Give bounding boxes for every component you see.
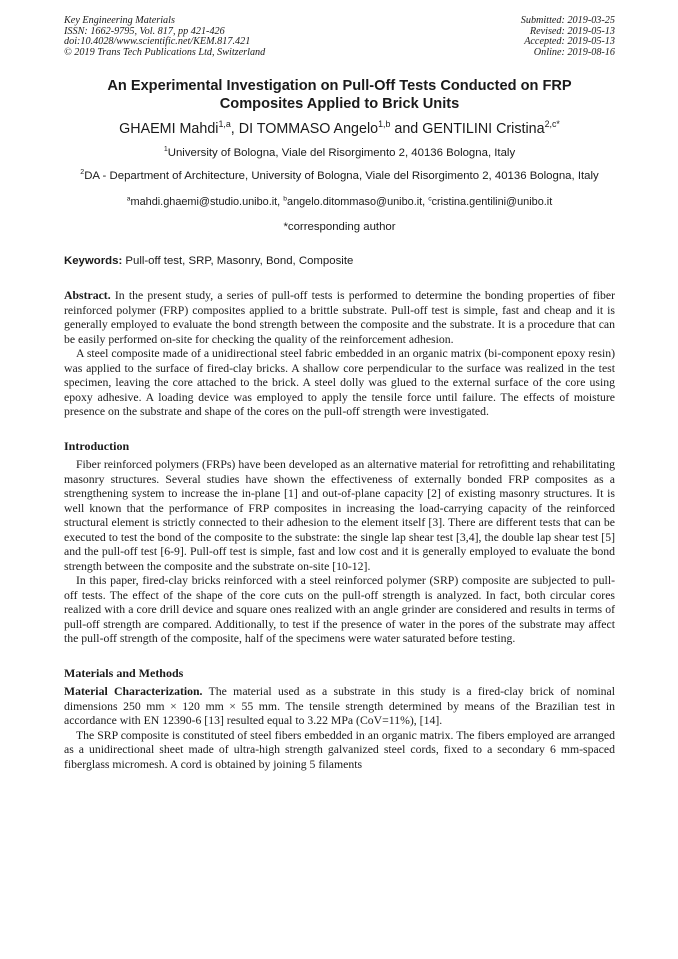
email-c[interactable]: cristina.gentilini@unibo.it — [431, 196, 553, 208]
journal-info — [64, 16, 265, 58]
email-b-sup: b — [283, 195, 288, 203]
author-2: DI TOMMASO Angelo — [238, 121, 379, 137]
email-a-sup: a — [126, 195, 131, 203]
author-1-sup: 1,a — [218, 119, 231, 130]
materials-paragraph-1 — [64, 685, 615, 729]
introduction-heading: Introduction — [64, 438, 130, 453]
materials-methods-heading: Materials and Methods — [64, 665, 184, 680]
affiliation-2-text: DA - Department of Architecture, University of Bologna, Viale del Risorgimento 2, 40136 Bologna, Italy — [84, 169, 599, 182]
journal-issn: ISSN: 1662-9795, Vol. 817, pp 421-426 — [64, 25, 225, 37]
keywords-text: Pull-off test, SRP, Masonry, Bond, Composite — [122, 255, 354, 267]
abstract-section — [64, 289, 615, 420]
materials-text-1: The material used as a substrate in this study is a fired-clay brick of nominal dimensions 250 mm × 120 mm × 55 mm. The tensile strength determined by means of the Brazilian test in accordance with EN 12390-6 [13] resulted equal to 3.22 MPa (CoV=11%), [14]. — [64, 685, 615, 727]
title-line-1: An Experimental Investigation on Pull-Off Tests Conducted on FRP — [107, 78, 572, 94]
journal-name: Key Engineering Materials — [64, 15, 175, 26]
journal-header — [64, 16, 615, 58]
author-3-sup: 2,c* — [544, 119, 560, 130]
paper-page — [64, 16, 615, 772]
author-2-sup: 1,b — [378, 119, 391, 130]
abstract-text-1: In the present study, a series of pull-off tests is performed to determine the bonding properties of fiber reinforced polymer (FRP) composites applied to a brittle substrate. Pull-off test is simple, fast and cheap and it is generally employed to evaluate the bond strength between the composite and the substrate. It is a procedure that can be easily performed on-site for checking the quality of the reinforcement adhesion. — [64, 289, 615, 346]
affiliation-1 — [64, 146, 615, 161]
corresponding-author-note: *corresponding author — [283, 220, 396, 233]
date-revised: Revised: 2019-05-13 — [529, 25, 615, 37]
journal-doi: doi:10.4028/www.scientific.net/KEM.817.421 — [64, 36, 251, 47]
affiliation-1-text: University of Bologna, Viale del Risorgimento 2, 40136 Bologna, Italy — [167, 147, 516, 159]
date-submitted: Submitted: 2019-03-25 — [520, 15, 615, 26]
email-a[interactable]: mahdi.ghaemi@studio.unibo.it, — [130, 196, 284, 208]
author-sep-2: and — [390, 121, 423, 137]
submission-dates — [521, 16, 615, 58]
affiliation-1-sup: 1 — [163, 146, 168, 154]
author-3: GENTILINI Cristina — [422, 121, 545, 137]
title-line-2: Composites Applied to Brick Units — [219, 96, 460, 112]
email-c-sup: c — [428, 195, 432, 203]
affiliation-2-sup: 2 — [80, 168, 85, 176]
date-accepted: Accepted: 2019-05-13 — [524, 36, 615, 47]
introduction-paragraph-2: In this paper, fired-clay bricks reinforced with a steel reinforced polymer (SRP) composite are subjected to pull-off tests. The effect of the shape of the core cuts on the pull-off strength is analyzed. In fact, both circular cores realized with a core drill device and square ones realized with an angle grinder are considered and results in terms of pull-off strength are compared. Additionally, to test if the presence of water in the pores of the substrate may affect the pull-off strength of the composite, half of the specimens were water saturated before testing. — [64, 574, 615, 645]
author-emails — [64, 195, 615, 210]
author-sep-1: , — [230, 121, 239, 137]
abstract-label: Abstract. — [64, 289, 111, 302]
keywords — [64, 255, 615, 267]
author-1: GHAEMI Mahdi — [119, 121, 219, 137]
materials-paragraph-2: The SRP composite is constituted of steel fibers embedded in an organic matrix. The fibers employed are arranged as a unidirectional sheet made of ultra-high strength galvanized steel cords, fixed to a secondary 6 mm-spaced fiberglass micromesh. A cord is obtained by joining 5 filaments — [64, 728, 615, 771]
abstract-paragraph-2: A steel composite made of a unidirectional steel fabric embedded in an organic matrix (bi-component epoxy resin) was applied to the surface of fired-clay bricks. A shallow core perpendicular to the surface was realized in the test specimen, leaving the core attached to the brick. A steel dolly was glued to the external surface of the core using epoxy adhesive. A loading device was employed to apply the tensile force until failure. The effects of moisture presence on the substrate and shape of the cores on the pull-off strength were investigated. — [64, 347, 615, 418]
abstract-paragraph-1 — [64, 289, 615, 347]
date-online: Online: 2019-08-16 — [533, 46, 615, 58]
material-characterization-label: Material Characterization. — [64, 685, 203, 698]
affiliation-2 — [64, 169, 615, 184]
introduction-paragraph-1: Fiber reinforced polymers (FRPs) have been developed as an alternative material for retrofitting and rehabilitating masonry structures. Several studies have shown the effectiveness of externally bonded FRP composites as a strengthening system to increase the in-plane [1] and out-of-plane capacity [2] of existing masonry structures. It is well known that the performance of FRP composites in increasing the load-carrying capacity of the reinforced structural element is strictly connected to their adhesion to the element itself [3]. There are different tests that can be executed to test the bond of the composite to the substrate: the single lap shear test [3,4], the double lap shear test [5] and the pull-off test [6-9]. Pull-off test is simple, fast and low cost and it is generally employed to evaluate the bond strength between the composite and the substrate on-site [10-12]. — [64, 458, 615, 573]
journal-copyright: © 2019 Trans Tech Publications Ltd, Switzerland — [64, 46, 266, 58]
paper-title — [64, 77, 615, 113]
author-list — [64, 120, 615, 138]
email-b[interactable]: angelo.ditommaso@unibo.it, — [287, 196, 429, 208]
keywords-label: Keywords: — [64, 255, 123, 267]
